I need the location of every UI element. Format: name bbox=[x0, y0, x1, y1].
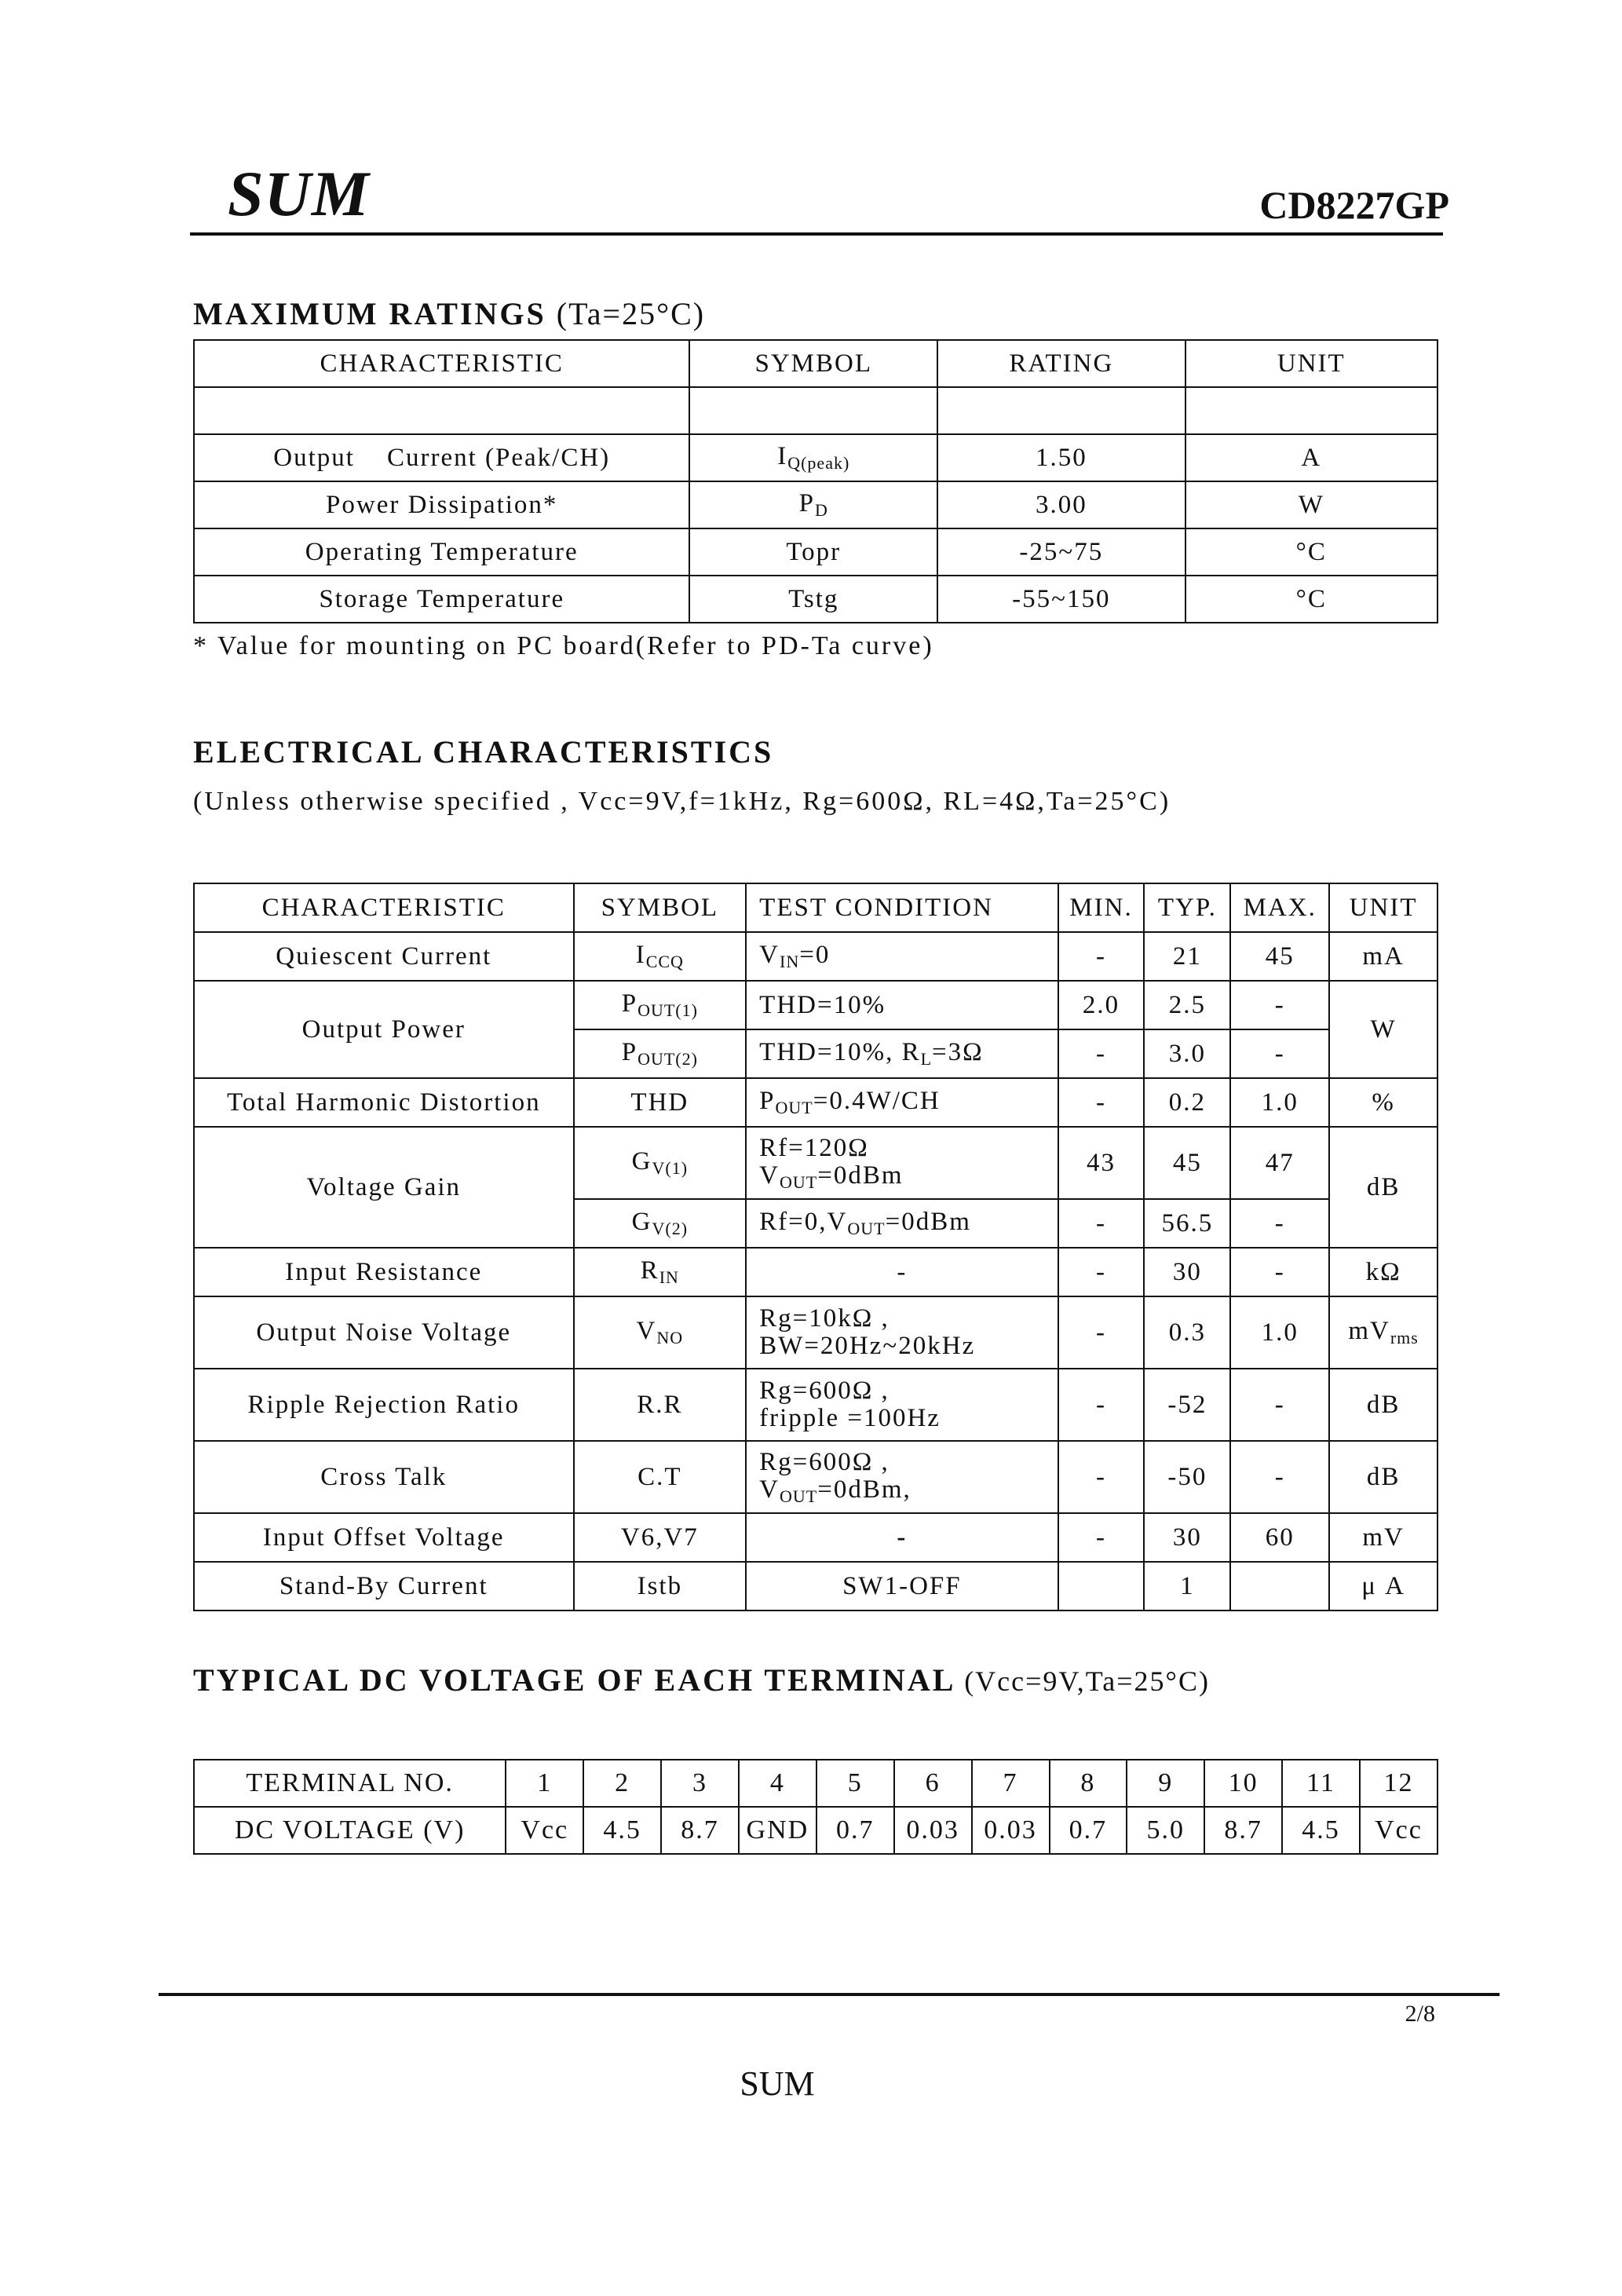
table-row: Stand-By Current Istb SW1-OFF 1 μ A bbox=[194, 1562, 1438, 1610]
table-row bbox=[194, 387, 1438, 434]
terminal-voltage-row: DC VOLTAGE (V) Vcc 4.5 8.7 GND 0.7 0.03 0.03 0.7 5.0 8.7 4.5 Vcc bbox=[194, 1807, 1438, 1854]
terminal-number-row: TERMINAL NO. 1 2 3 4 5 6 7 8 9 10 11 12 bbox=[194, 1760, 1438, 1807]
table-row: Output Noise Voltage $V_{NO}$ Rg=10kΩ , BW=20Hz~20kHz - 0.3 1.0 $mV_{rms}$ bbox=[194, 1296, 1438, 1369]
header-min: MIN. bbox=[1058, 883, 1145, 932]
header-symbol: SYMBOL bbox=[689, 340, 937, 387]
header-symbol: SYMBOL bbox=[574, 883, 747, 932]
table-row: Power Dissipation* $P_D$ 3.00 W bbox=[194, 481, 1438, 528]
table-row: Voltage Gain $G_{V(1)}$ Rf=120Ω $V_{OUT}=0dBm$ 43 45 47 dB bbox=[194, 1127, 1438, 1199]
table-row: Total Harmonic Distortion THD $P_{OUT}=0.4W/CH$ - 0.2 1.0 % bbox=[194, 1078, 1438, 1127]
footer-rule bbox=[159, 1993, 1500, 1996]
table-row: Input Offset Voltage V6,V7 - - 30 60 mV bbox=[194, 1513, 1438, 1562]
max-ratings-table bbox=[193, 339, 1438, 623]
table-row: $G_{V(2)}$ $Rf=0,V_{OUT}=0dBm$ - 56.5 - bbox=[194, 1199, 1438, 1248]
electrical-title: ELECTRICAL CHARACTERISTICS bbox=[193, 734, 774, 770]
brand-logo: SUM bbox=[228, 158, 370, 229]
terminal-title: TYPICAL DC VOLTAGE OF EACH TERMINAL (Vcc=9V,Ta=25°C) bbox=[193, 1662, 1210, 1698]
header-unit: UNIT bbox=[1185, 340, 1438, 387]
footer-brand: SUM bbox=[740, 2064, 815, 2103]
table-row: Ripple Rejection Ratio R.R Rg=600Ω , fripple =100Hz - -52 - dB bbox=[194, 1369, 1438, 1441]
header-unit: UNIT bbox=[1329, 883, 1438, 932]
table-row: Input Resistance $R_{IN}$ - - 30 - kΩ bbox=[194, 1248, 1438, 1296]
max-ratings-condition: (Ta=25°C) bbox=[556, 296, 706, 331]
electrical-table bbox=[193, 883, 1438, 1611]
header-test-condition: TEST CONDITION bbox=[746, 883, 1058, 932]
electrical-condition: (Unless otherwise specified , Vcc=9V,f=1kHz, Rg=600Ω, RL=4Ω,Ta=25°C) bbox=[193, 787, 1171, 816]
terminal-table bbox=[193, 1759, 1438, 1855]
table-row: $P_{OUT(2)}$ THD=10%, $R_L=3\Omega$ - 3.0 - bbox=[194, 1029, 1438, 1078]
header-characteristic: CHARACTERISTIC bbox=[194, 883, 574, 932]
header-rating: RATING bbox=[937, 340, 1185, 387]
max-ratings-footnote: * Value for mounting on PC board(Refer to PD-Ta curve) bbox=[193, 631, 934, 660]
part-number: CD8227GP bbox=[1259, 183, 1449, 227]
page-number: 2/8 bbox=[1405, 2001, 1435, 2027]
terminal-condition: (Vcc=9V,Ta=25°C) bbox=[964, 1665, 1210, 1697]
table-row: Output Current (Peak/CH) $I_{Q(peak)}$ 1.50 A bbox=[194, 434, 1438, 481]
table-row: Operating Temperature Topr -25~75 °C bbox=[194, 528, 1438, 576]
header-typ: TYP. bbox=[1144, 883, 1230, 932]
header-characteristic: CHARACTERISTIC bbox=[194, 340, 689, 387]
table-row: Quiescent Current $I_{CCQ}$ $V_{IN}=0$ - 21 45 mA bbox=[194, 932, 1438, 981]
header-max: MAX. bbox=[1230, 883, 1329, 932]
table-row: Storage Temperature Tstg -55~150 °C bbox=[194, 576, 1438, 623]
max-ratings-title: MAXIMUM RATINGS (Ta=25°C) bbox=[193, 296, 706, 331]
header-rule bbox=[190, 232, 1443, 236]
table-row: Cross Talk C.T Rg=600Ω , $V_{OUT}=0dBm$, - -50 - dB bbox=[194, 1441, 1438, 1513]
table-row: Output Power $P_{OUT(1)}$ THD=10% 2.0 2.5 - W bbox=[194, 981, 1438, 1029]
